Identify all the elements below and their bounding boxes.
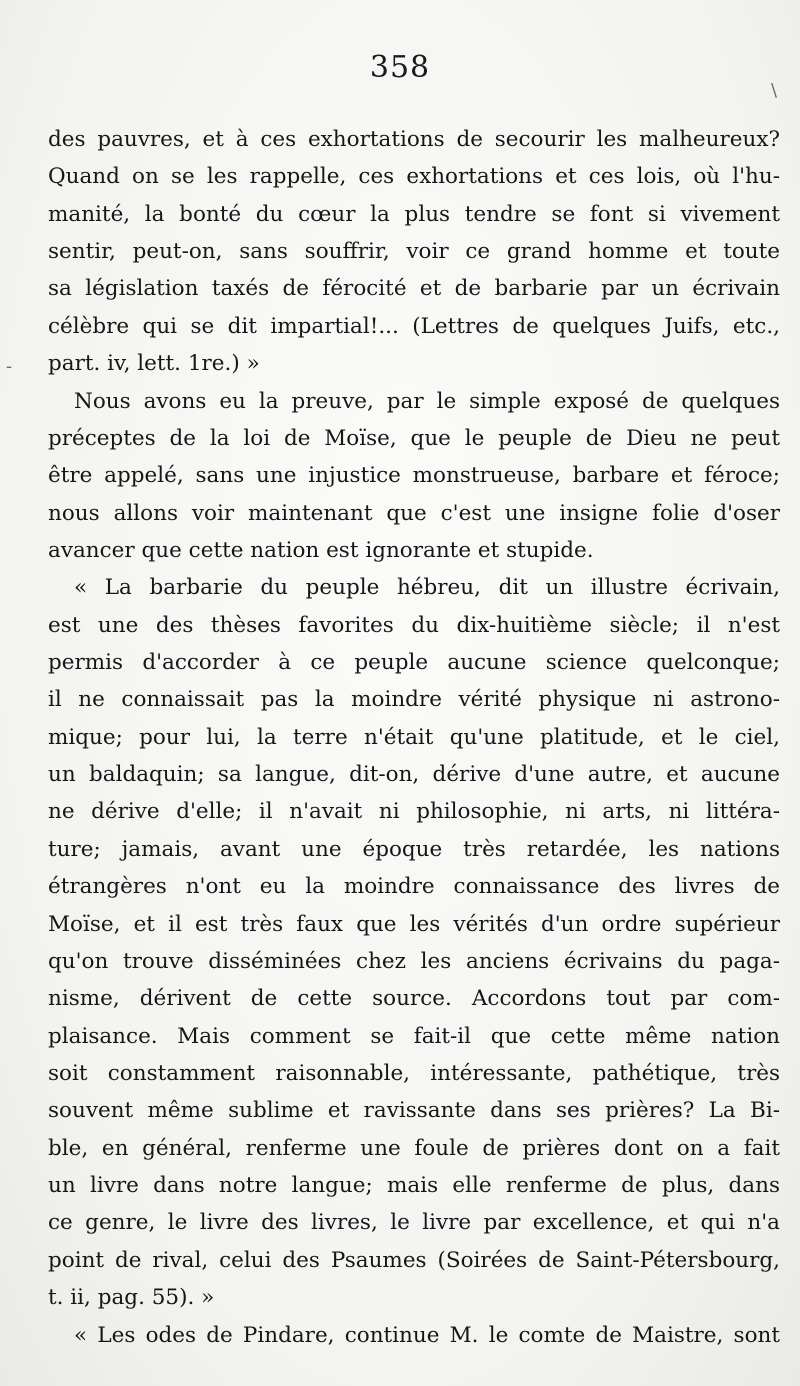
margin-mark-right: \ (771, 80, 778, 101)
text-line: souvent même sublime et ravissante dans ses prières? La Bi- (48, 1098, 780, 1124)
text-line: il ne connaissait pas la moindre vérité physique ni astrono- (48, 687, 780, 713)
text-line: des pauvres, et à ces exhortations de secourir les malheureux? (48, 127, 780, 152)
text-line: un livre dans notre langue; mais elle renferme de plus, dans (48, 1173, 780, 1199)
text-line: point de rival, celui des Psaumes (Soirées de Saint-Pétersbourg, (48, 1247, 780, 1273)
text-line: préceptes de la loi de Moïse, que le peuple de Dieu ne peut (48, 425, 780, 451)
text-line: sentir, peut-on, sans souffrir, voir ce grand homme et toute (48, 239, 780, 265)
text-line: « La barbarie du peuple hébreu, dit un illustre écrivain, (74, 575, 780, 601)
text-line: ne dérive d'elle; il n'avait ni philosophie, ni arts, ni littéra- (48, 799, 780, 825)
text-line: célèbre qui se dit impartial!... (Lettres de quelques Juifs, etc., (48, 313, 780, 339)
margin-mark-left: - (6, 356, 13, 377)
text-line: ble, en général, renferme une foule de prières dont on a fait (48, 1135, 780, 1161)
text-line: étrangères n'ont eu la moindre connaissance des livres de (48, 874, 780, 900)
text-line: un baldaquin; sa langue, dit-on, dérive d'une autre, et aucune (48, 762, 780, 788)
text-line: permis d'accorder à ce peuple aucune science quelconque; (48, 650, 780, 676)
text-line: avancer que cette nation est ignorante et stupide. (48, 537, 594, 563)
text-line: sa législation taxés de férocité et de barbarie par un écrivain (48, 276, 780, 302)
text-line: est une des thèses favorites du dix-huitième siècle; il n'est (48, 612, 780, 638)
text-line: soit constamment raisonnable, intéressante, pathétique, très (48, 1060, 780, 1086)
text-line: nous allons voir maintenant que c'est une insigne folie d'oser (48, 500, 780, 526)
text-line: nisme, dérivent de cette source. Accordons tout par com- (48, 986, 780, 1012)
text-line: « Les odes de Pindare, continue M. le comte de Maistre, sont (74, 1322, 780, 1348)
text-line: plaisance. Mais comment se fait-il que cette même nation (48, 1023, 780, 1049)
text-line: ture; jamais, avant une époque très retardée, les nations (48, 836, 780, 862)
text-line: part. iv, lett. 1re.) » (48, 351, 260, 377)
text-line: ce genre, le livre des livres, le livre par excellence, et qui n'a (48, 1210, 780, 1236)
page-number: 358 (369, 50, 431, 85)
text-line: mique; pour lui, la terre n'était qu'une platitude, et le ciel, (48, 724, 780, 750)
text-line: t. ii, pag. 55). » (48, 1285, 215, 1311)
text-line: Moïse, et il est très faux que les vérités d'un ordre supérieur (48, 911, 780, 937)
text-line: manité, la bonté du cœur la plus tendre se font si vivement (48, 201, 780, 227)
text-line: qu'on trouve disséminées chez les anciens écrivains du paga- (48, 948, 780, 974)
body-text (48, 121, 780, 1354)
text-line: être appelé, sans une injustice monstrueuse, barbare et féroce; (48, 463, 780, 489)
text-line: Quand on se les rappelle, ces exhortations et ces lois, où l'hu- (48, 164, 780, 190)
text-line: Nous avons eu la preuve, par le simple exposé de quelques (74, 388, 780, 414)
